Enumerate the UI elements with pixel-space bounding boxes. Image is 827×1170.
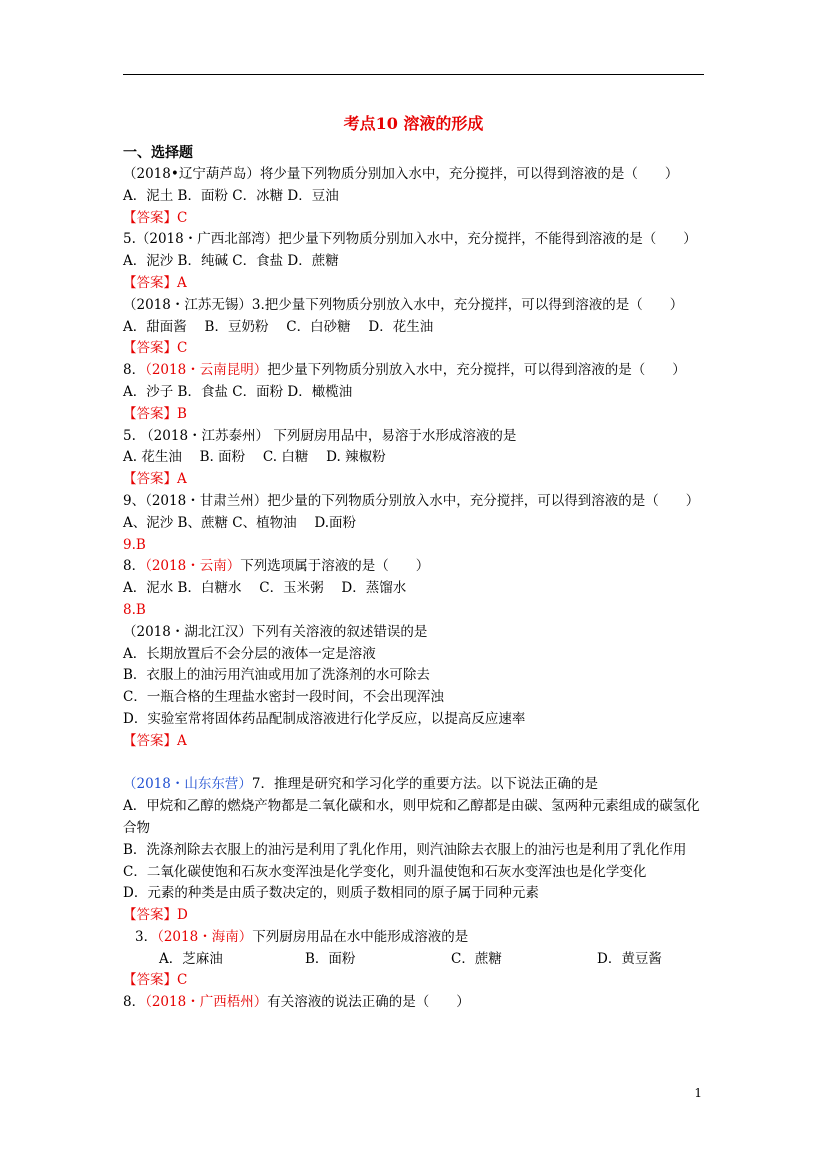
answer-line (123, 469, 707, 491)
question-stem: （2018•辽宁葫芦岛）将少量下列物质分别加入水中，充分搅拌，可以得到溶液的是（ ） (123, 166, 679, 182)
question-source: （2018・广西梧州） (145, 994, 268, 1011)
option-c: C．一瓶合格的生理盐水密封一段时间，不会出现浑浊 (123, 689, 444, 706)
question-options: A．泥沙 B．纯碱 C．食盐 D．蔗糖 (123, 253, 339, 270)
question-source: （2018・海南） (157, 928, 253, 945)
answer-value: D (177, 907, 188, 924)
question-number: 8． (123, 994, 146, 1011)
answer-value: A (177, 732, 187, 749)
answer-label: 【答案】 (123, 972, 177, 989)
answer-line: 9.B (123, 536, 146, 553)
answer-label: 【答案】 (123, 209, 177, 226)
question-stem: （2018・湖北江汉）下列有关溶液的叙述错误的是 (123, 623, 428, 640)
question-text: 下列选项属于溶液的是（ ） (240, 558, 430, 575)
answer-line (123, 404, 707, 426)
answer-line: 8.B (123, 601, 146, 618)
question-stem: 5. （2018・江苏泰州） 下列厨房用品中，易溶于水形成溶液的是 (123, 427, 517, 444)
question-options: A. 花生油 B. 面粉 C. 白糖 D. 辣椒粉 (123, 449, 386, 466)
question-text: 把少量下列物质分别放入水中，充分搅拌，可以得到溶液的是（ ） (267, 362, 686, 379)
question-text: 下列厨房用品在水中能形成溶液的是 (252, 928, 469, 945)
answer-line (123, 970, 707, 992)
option-a: A．芝麻油 (159, 950, 223, 967)
question-options (123, 949, 707, 971)
answer-line (123, 273, 707, 295)
question-text: 7．推理是研究和学习化学的重要方法。以下说法正确的是 (251, 776, 598, 793)
question-options: A．沙子 B．食盐 C．面粉 D．橄榄油 (123, 383, 353, 400)
answer-label: 【答案】 (123, 732, 177, 749)
answer-value: C (177, 340, 188, 357)
question-options: A．泥土 B．面粉 C．冰糖 D．豆油 (123, 187, 339, 204)
answer-value: A (177, 274, 187, 291)
option-a: A．长期放置后不会分层的液体一定是溶液 (123, 645, 376, 662)
answer-label: 【答案】 (123, 471, 177, 488)
question-number: 8． (123, 362, 146, 379)
question-stem (123, 774, 707, 796)
question-source: （2018・云南） (145, 558, 241, 575)
option-b: B．洗涤剂除去衣服上的油污是利用了乳化作用，则汽油除去衣服上的油污也是利用了乳化作用 (123, 841, 687, 858)
answer-line (123, 905, 707, 927)
question-stem: 9、（2018・甘肃兰州）把少量的下列物质分别放入水中，充分搅拌，可以得到溶液的是（ ） (123, 492, 700, 509)
question-options: A．甜面酱 B．豆奶粉 C．白砂糖 D．花生油 (123, 318, 434, 335)
answer-label: 【答案】 (123, 340, 177, 357)
option-d: D．元素的种类是由质子数决定的，则质子数相同的原子属于同种元素 (123, 885, 539, 902)
blank-line (123, 753, 707, 775)
question-stem (123, 360, 707, 382)
answer-line (123, 208, 707, 230)
option-d: D．实验室常将固体药品配制成溶液进行化学反应，以提高反应速率 (123, 710, 526, 727)
header-rule (123, 74, 704, 75)
document-body (123, 164, 707, 1014)
option-c: C．二氧化碳使饱和石灰水变浑浊是化学变化，则升温使饱和石灰水变浑浊也是化学变化 (123, 863, 647, 880)
page-number: 1 (694, 1086, 702, 1100)
question-stem (123, 556, 707, 578)
answer-label: 【答案】 (123, 907, 177, 924)
question-text: 有关溶液的说法正确的是（ ） (267, 994, 470, 1011)
question-options: A、泥沙 B、蔗糖 C、植物油 D.面粉 (123, 514, 357, 531)
section-heading: 一、选择题 (123, 145, 193, 161)
answer-value: B (177, 405, 187, 422)
question-number: 8． (123, 558, 146, 575)
option-c: C．蔗糖 (451, 950, 502, 967)
question-stem (123, 927, 707, 949)
answer-label: 【答案】 (123, 274, 177, 291)
option-d: D．黄豆酱 (597, 950, 662, 967)
question-stem: 5.（2018・广西北部湾）把少量下列物质分别加入水中，充分搅拌，不能得到溶液的是（ ） (123, 231, 697, 248)
answer-line (123, 338, 707, 360)
option-a: A．甲烷和乙醇的燃烧产物都是二氧化碳和水，则甲烷和乙醇都是由碳、氢两种元素组成的碳氢化合物 (123, 798, 700, 836)
question-stem: （2018・江苏无锡）3.把少量下列物质分别放入水中，充分搅拌，可以得到溶液的是（ ） (123, 296, 684, 313)
question-source: （2018・山东东营） (123, 776, 252, 793)
question-stem (123, 992, 707, 1014)
answer-label: 【答案】 (123, 405, 177, 422)
answer-value: C (177, 972, 188, 989)
option-b: B．衣服上的油污用汽油或用加了洗涤剂的水可除去 (123, 667, 430, 684)
question-options: A．泥水 B．白糖水 C．玉米粥 D．蒸馏水 (123, 580, 407, 597)
answer-value: C (177, 209, 188, 226)
answer-line (123, 731, 707, 753)
question-source: （2018・云南昆明） (145, 362, 268, 379)
answer-value: A (177, 471, 187, 488)
page-title: 考点10 溶液的形成 (343, 114, 484, 133)
option-b: B．面粉 (305, 950, 356, 967)
question-number: 3． (135, 928, 158, 945)
